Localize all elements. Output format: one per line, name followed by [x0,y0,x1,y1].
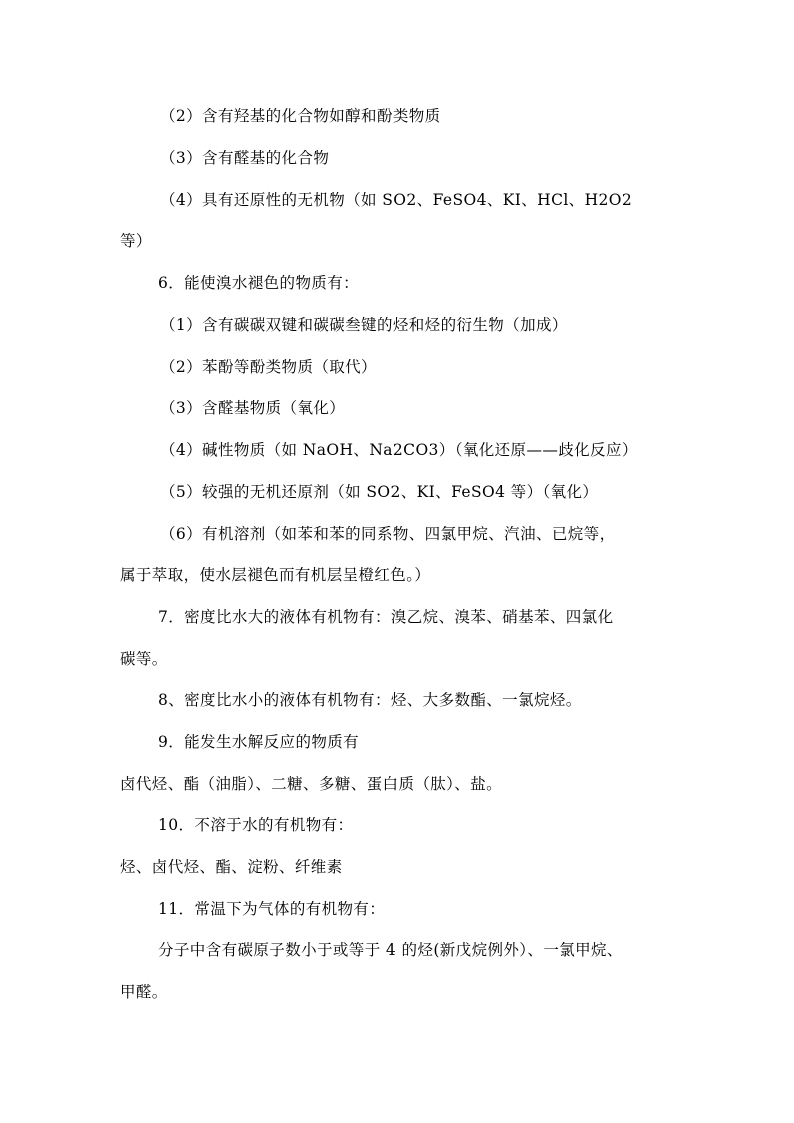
section-heading: 7．密度比水大的液体有机物有：溴乙烷、溴苯、硝基苯、四氯化 [158,608,614,626]
text-line: 碳等。 [120,650,168,668]
section-heading: 11．常温下为气体的有机物有： [158,900,386,918]
text-line: 等） [120,232,152,250]
text-line: （2）苯酚等酚类物质（取代） [160,358,377,376]
text-line: 分子中含有碳原子数小于或等于 4 的烃(新戊烷例外）、一氯甲烷、 [158,941,623,959]
section-heading: 9．能发生水解反应的物质有 [158,733,360,751]
text-line: （4）碱性物质（如 NaOH、Na2CO3）（氧化还原——歧化反应） [160,441,638,459]
section-heading: 6．能使溴水褪色的物质有： [158,274,360,292]
text-line: 甲醛。 [120,983,168,1001]
text-line: （1）含有碳碳双键和碳碳叁键的烃和烃的衍生物（加成） [160,316,568,334]
text-line: 烃、卤代烃、酯、淀粉、纤维素 [120,858,343,876]
text-line: （2）含有羟基的化合物如醇和酚类物质 [160,107,441,125]
text-line: 属于萃取，使水层褪色而有机层呈橙红色。） [120,566,431,584]
text-line: 卤代烃、酯（油脂）、二糖、多糖、蛋白质（肽）、盐。 [120,775,503,793]
text-line: （4）具有还原性的无机物（如 SO2、FeSO4、KI、HCl、H2O2 [160,191,633,209]
text-line: （6）有机溶剂（如苯和苯的同系物、四氯甲烷、汽油、已烷等， [160,525,616,543]
text-line: （3）含醛基物质（氧化） [160,399,346,417]
text-line: （3）含有醛基的化合物 [160,149,330,167]
section-heading: 10．不溶于水的有机物有： [158,816,354,834]
text-line: （5）较强的无机还原剂（如 SO2、KI、FeSO4 等）（氧化） [160,483,599,501]
section-heading: 8、密度比水小的液体有机物有：烃、大多数酯、一氯烷烃。 [158,691,582,709]
